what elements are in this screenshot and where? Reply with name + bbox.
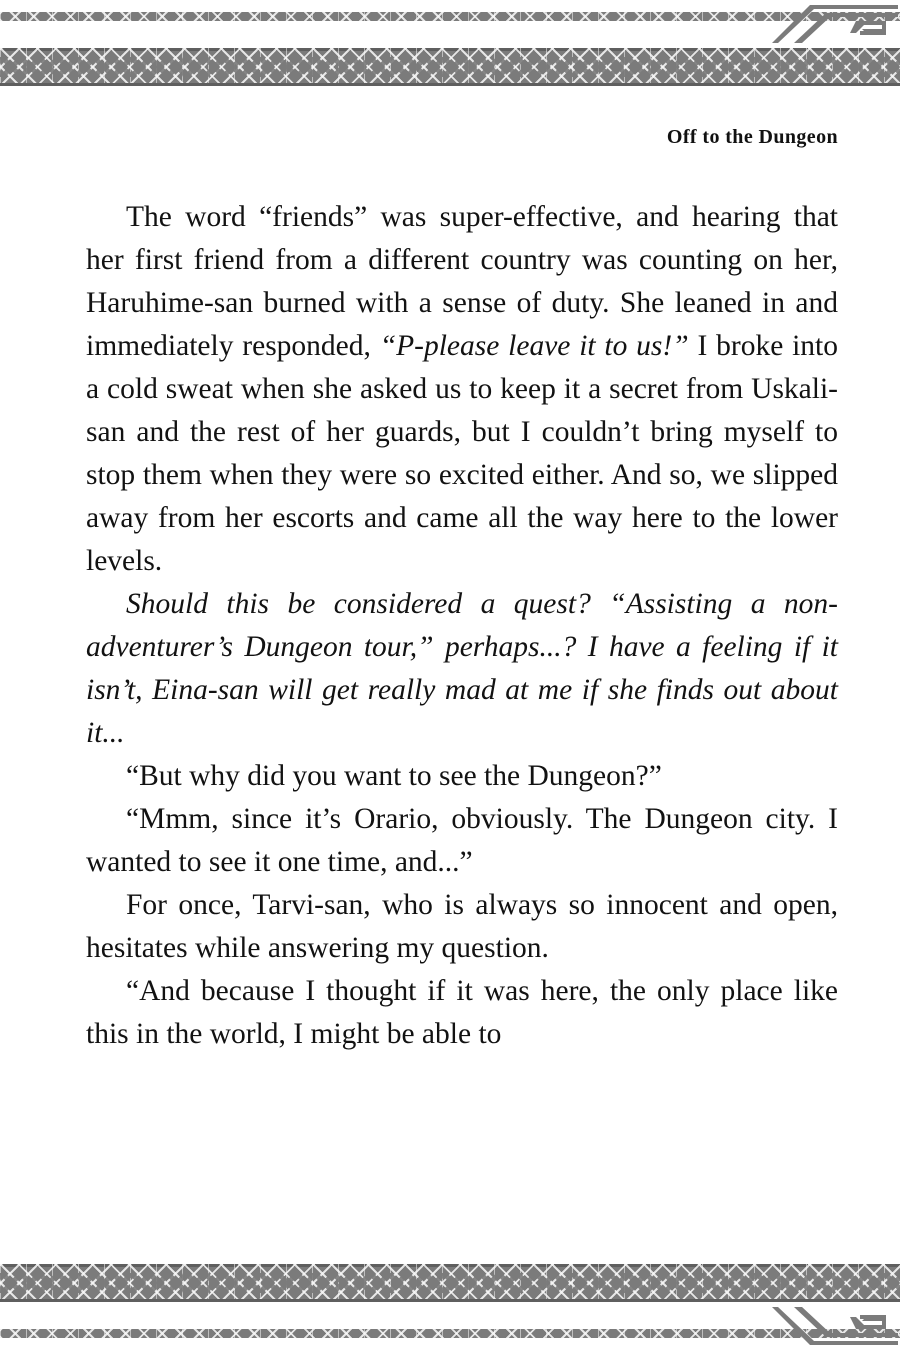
ornament-bottom <box>0 1254 900 1350</box>
paragraph-2: Should this be considered a quest? “Assisting a non-adventurer’s Dungeon tour,” perhaps...? I have a feeling if it isn’t, Eina-san will get really mad at me if she finds out about it... <box>86 588 838 749</box>
ornament-top <box>0 0 900 96</box>
paragraph-5: For once, Tarvi-san, who is always so innocent and open, hesitates while answering my question. <box>86 889 838 964</box>
paragraph-1-run-1: The word “friends” was super-effective, and hearing that her first friend from a different country was counting on her, Haruhime-san burned with a sense of duty. She leaned in and immediately responded, <box>86 201 838 362</box>
ornament-thick-band-top <box>0 48 900 86</box>
paragraph-3: “But why did you want to see the Dungeon?” <box>126 760 662 792</box>
page-body <box>86 196 838 1056</box>
paragraph-1-run-3: I broke into a cold sweat when she asked us to keep it a secret from Uskali-san and the rest of her guards, but I couldn’t bring myself to stop them when they were so excited either. And so, we slipped away from her escorts and came all the way here to the lower levels. <box>86 330 839 577</box>
paragraph-6: “And because I thought if it was here, the only place like this in the world, I might be able to <box>86 975 838 1050</box>
paragraph-4: “Mmm, since it’s Orario, obviously. The Dungeon city. I wanted to see it one time, and...” <box>86 803 838 878</box>
running-head: Off to the Dungeon <box>666 126 838 148</box>
paragraph-1 <box>86 196 838 583</box>
corner-flourish-icon <box>770 0 900 45</box>
corner-flourish-bottom-icon <box>770 1305 900 1350</box>
paragraph-1-run-2-italic: “P-please leave it to us!” <box>379 330 689 362</box>
ornament-thin-band-bottom <box>0 1329 900 1338</box>
ornament-thick-band-bottom <box>0 1264 900 1302</box>
ornament-thin-band-top <box>0 12 900 21</box>
